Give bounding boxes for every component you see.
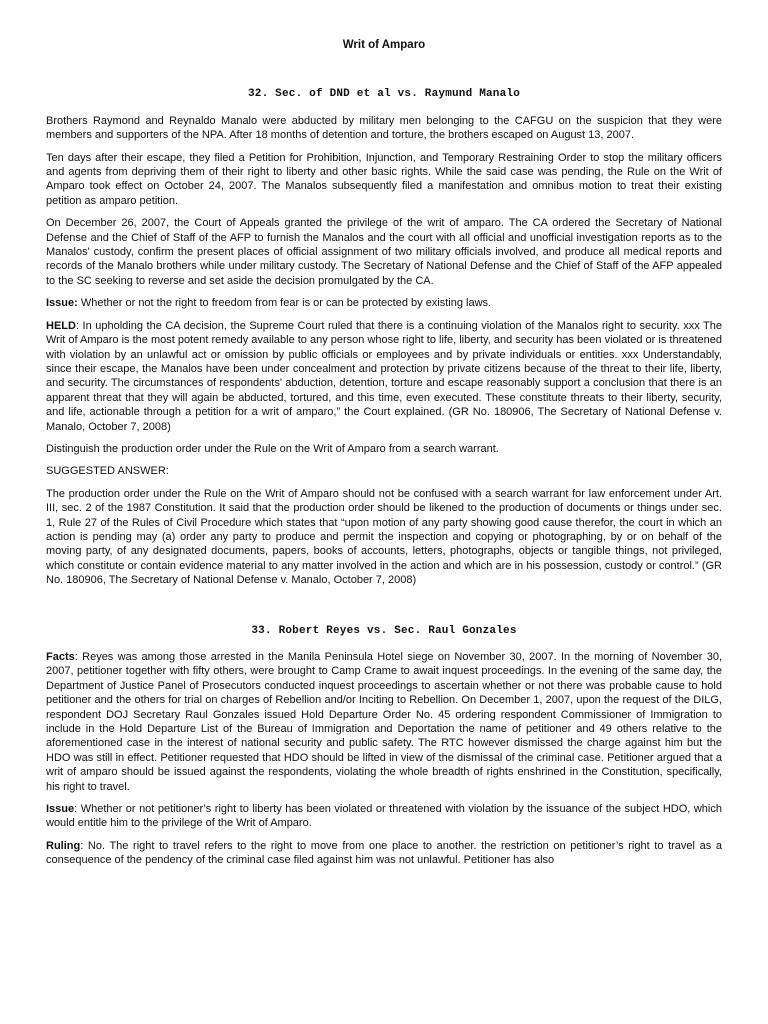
facts-text: : Reyes was among those arrested in the Manila Peninsula Hotel siege on November 30, 2007. In the morning of November 30, 2007, petitioner together with fifty others, were brought to Camp Crame to await inquest proceedings. In the evening of the same day, the Department of Justice Panel of Prosecutors conducted inquest proceedings to ascertain whether or not there was probable cause to hold petitioner and the others for trial on charges of Rebellion and/or Inciting to Rebellion. On December 1, 2007, upon the request of the DILG, respondent DOJ Secretary Raul Gonzales issued Hold Departure Order No. 45 ordering respondent Commissioner of Immigration to include in the Hold Departure List of the Bureau of Immigration and Deportation the name of petitioner and 49 others relative to the aforementioned case in the interest of national security and public safety. The RTC however dismissed the charge against him but the HDO was still in effect. Petitioner requested that HDO should be lifted in view of the dismissal of the criminal case. Petitioner argued that a writ of amparo should be issued against the respondents, violating the whole breadth of rights enshrined in the Constitution, specifically, his right to travel. (46, 651, 722, 793)
held-label: HELD (46, 319, 76, 332)
case-33-heading: 33. Robert Reyes vs. Sec. Raul Gonzales (251, 624, 517, 637)
facts-label: Facts (46, 651, 75, 663)
case-32-question: Distinguish the production order under the Rule on the Writ of Amparo from a search warrant. (46, 442, 499, 455)
ruling-label: Ruling (46, 839, 81, 852)
held-text: : In upholding the CA decision, the Supreme Court ruled that there is a continuing violation of the Manalos right to security. xxx The Writ of Amparo is the most potent remedy available to any person whose right to life, liberty, and security has been violated or is threatened with violation by an unlawful act or omission by public officials or employees and by private individuals or entities. xxx Understandably, since their escape, the Manalos have been under concealment and protection by private citizens because of the threat to their life, liberty, and security. The circumstances of respondents' abduction, detention, torture and escape reasonably support a conclusion that there is an apparent threat that they will again be abducted, tortured, and this time, even executed. These constitute threats to their liberty, security, and life, actionable through a petition for a writ of amparo,” the Court explained. (GR No. 180906, The Secretary of National Defense v. Manalo, October 7, 2008) (46, 319, 722, 433)
case-32-paragraph-2: Ten days after their escape, they filed a Petition for Prohibition, Injunction, and Temporary Restraining Order to stop the military officers and agents from depriving them of their right to liberty and other basic rights. While the said case was pending, the Rule on the Writ of Amparo took effect on October 24, 2007. The Manalos subsequently filed a manifestation and omnibus motion to treat their existing petition as amparo petition. (46, 151, 722, 207)
case-32-issue (46, 296, 722, 310)
case-32-heading: 32. Sec. of DND et al vs. Raymund Manalo (247, 88, 521, 101)
issue-text: Whether or not the right to freedom from fear is or can be protected by existing laws. (77, 297, 492, 310)
case-33-issue (46, 802, 722, 831)
case-32-paragraph-3: On December 26, 2007, the Court of Appeals granted the privilege of the writ of amparo. The CA ordered the Secretary of National Defense and the Chief of Staff of the AFP to furnish the Manalos and the court with all official and unofficial investigation reports as to the Manalos' custody, confirm the present places of official assignment of two military officials involved, and produce all medical reports and records of the Manalo brothers while under military custody. The Secretary of National Defense and the Chief of Staff of the AFP appealed to the SC seeking to reverse and set aside the decision promulgated by the CA. (46, 217, 722, 287)
issue-label: Issue (46, 803, 75, 816)
issue-text: : Whether or not petitioner’s right to liberty has been violated or threatened with violation by the issuance of the subject HDO, which would entitle him to the privilege of the Writ of Amparo. (46, 803, 722, 830)
suggested-answer-label: SUGGESTED ANSWER: (46, 465, 169, 478)
issue-label: Issue: (46, 297, 78, 310)
case-32-paragraph-1: Brothers Raymond and Reynaldo Manalo were abducted by military men belonging to the CAFGU on the suspicion that they were members and supporters of the NPA. After 18 months of detention and torture, the brothers escaped on August 13, 2007. (46, 114, 722, 142)
case-33-ruling (46, 839, 722, 868)
document-title: Writ of Amparo (342, 39, 426, 51)
case-32-held (46, 319, 722, 434)
case-33-facts (46, 650, 722, 794)
ruling-text: : No. The right to travel refers to the right to move from one place to another. the restriction on petitioner’s right to travel as a consequence of the pendency of the criminal case filed against him was not unlawful. Petitioner has also (46, 839, 722, 867)
case-32-answer: The production order under the Rule on the Writ of Amparo should not be confused with a search warrant for law enforcement under Art. III, sec. 2 of the 1987 Constitution. It said that the production order should be likened to the production of documents or things under sec. 1, Rule 27 of the Rules of Civil Procedure which states that “upon motion of any party showing good cause therefor, the court in which an action is pending may (a) order any party to produce and permit the inspection and copying or photographing, by or on behalf of the moving party, of any designated documents, papers, books of accounts, letters, photographs, objects or tangible things, not privileged, which constitute or contain evidence material to any matter involved in the action and which are in his possession, custody or control.” (GR No. 180906, The Secretary of National Defense v. Manalo, October 7, 2008) (46, 487, 722, 587)
